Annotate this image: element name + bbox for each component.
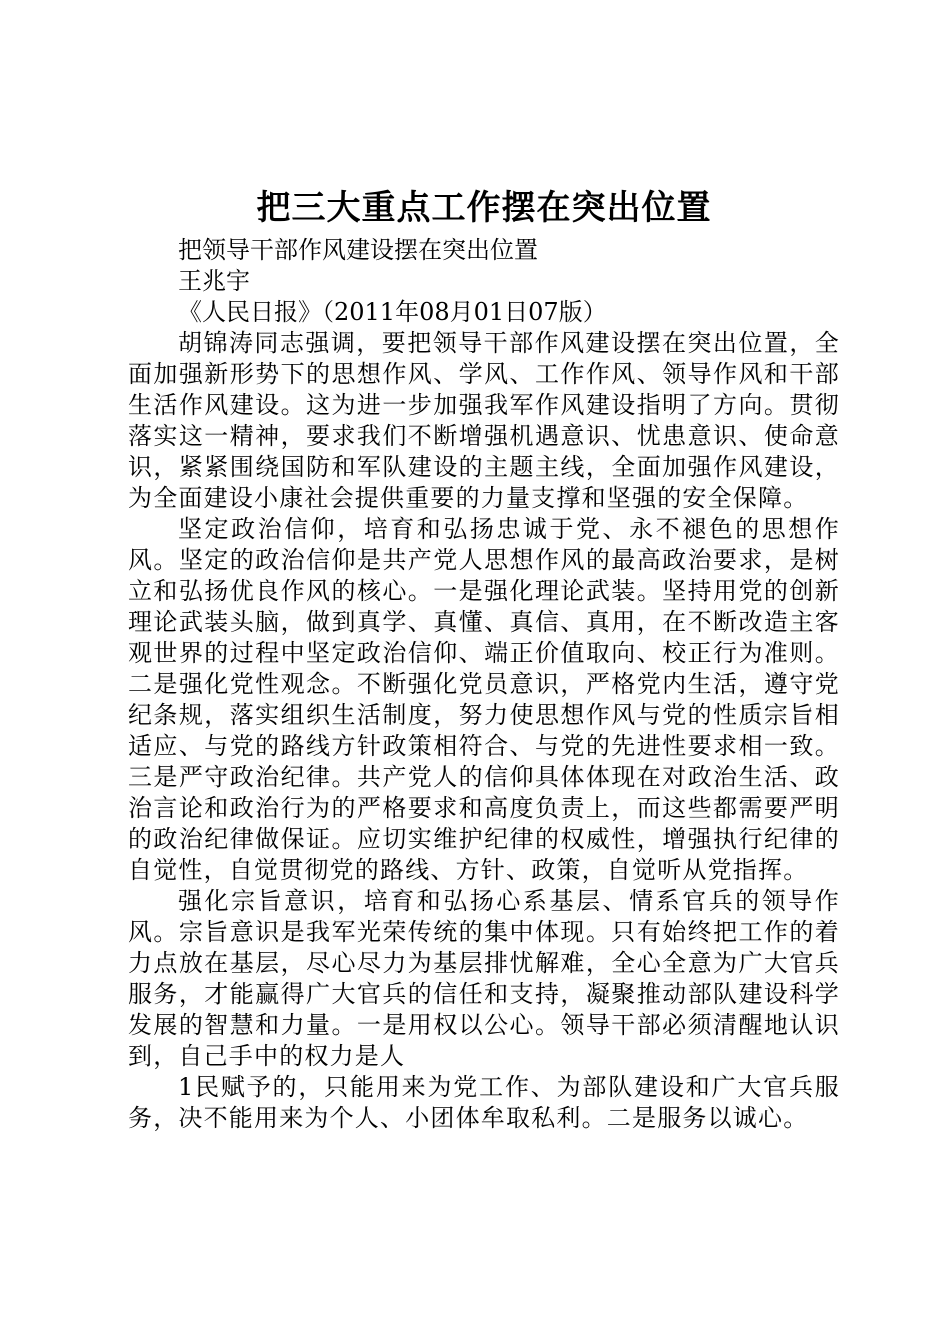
document-subtitle: 把领导干部作风建设摆在突出位置 [178,236,538,264]
document-page [128,185,840,1134]
document-author: 王兆宇 [178,267,250,295]
document-title: 把三大重点工作摆在突出位置 [256,188,712,228]
document-source: 《人民日报》（2011年08月01日07版） [178,298,607,326]
paragraph-3: 强化宗旨意识，培育和弘扬心系基层、情系官兵的领导作风。宗旨意识是我军光荣传统的集中体现。只有始终把工作的着力点放在基层，尽心尽力为基层排忧解难，全心全意为广大官兵服务，才能赢得广大官兵的信任和支持，凝聚推动部队建设科学发展的智慧和力量。一是用权以公心。领导干部必须清醒地认识到，自己手中的权力是人 [128,887,840,1070]
paragraph-1: 胡锦涛同志强调，要把领导干部作风建设摆在突出位置，全面加强新形势下的思想作风、学风、工作作风、领导作风和干部生活作风建设。这为进一步加强我军作风建设指明了方向。贯彻落实这一精神，要求我们不断增强机遇意识、忧患意识、使命意识，紧紧围绕国防和军队建设的主题主线，全面加强作风建设，为全面建设小康社会提供重要的力量支撑和坚强的安全保障。 [128,329,840,512]
paragraph-4: 1民赋予的，只能用来为党工作、为部队建设和广大官兵服务，决不能用来为个人、小团体牟取私利。二是服务以诚心。 [128,1073,840,1132]
paragraph-2: 坚定政治信仰，培育和弘扬忠诚于党、永不褪色的思想作风。坚定的政治信仰是共产党人思想作风的最高政治要求，是树立和弘扬优良作风的核心。一是强化理论武装。坚持用党的创新理论武装头脑，做到真学、真懂、真信、真用，在不断改造主客观世界的过程中坚定政治信仰、端正价值取向、校正行为准则。二是强化党性观念。不断强化党员意识，严格党内生活，遵守党纪条规，落实组织生活制度，努力使思想作风与党的性质宗旨相适应、与党的路线方针政策相符合、与党的先进性要求相一致。三是严守政治纪律。共产党人的信仰具体体现在对政治生活、政治言论和政治行为的严格要求和高度负责上，而这些都需要严明的政治纪律做保证。应切实维护纪律的权威性，增强执行纪律的自觉性，自觉贯彻党的路线、方针、政策，自觉听从党指挥。 [128,515,840,884]
